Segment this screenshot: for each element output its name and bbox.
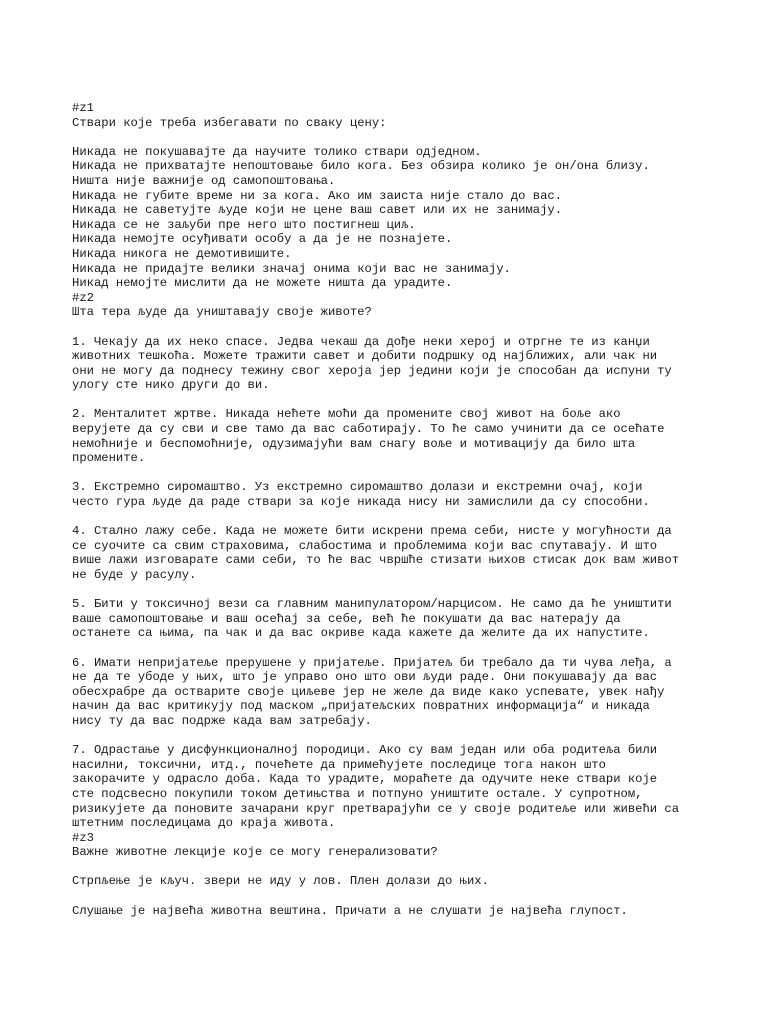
text-line: Стрпљење је кључ. звери не иду у лов. Плен долази до њих.: [72, 874, 489, 889]
text-line: Никада никога не демотивишите.: [72, 246, 292, 261]
text-line: Ништа није важније од самопоштовања.: [72, 173, 336, 188]
text-line: закорачите у одрасло доба. Када то урадите, мораћете да одучите неке ствари које: [72, 772, 658, 787]
blank-line: [72, 889, 712, 904]
blank-line: [72, 583, 712, 598]
lesson-item-2: [72, 904, 712, 919]
text-line: Никад немојте мислити да не можете ништа да урадите.: [72, 276, 453, 291]
text-line: Слушање је највећа животна вештина. Причати а не слушати је највећа глупост.: [72, 903, 628, 918]
text-line: начин да вас критикују под маском „пријатељских повратних информација“ и никада: [72, 699, 650, 714]
text-line: Никада не губите време ни за кога. Ако им заиста није стало до вас.: [72, 188, 563, 203]
text-line: се суочите са свим страховима, слабостима и проблемима који вас спутавају. И што: [72, 538, 658, 553]
text-line: 7. Одрастање у дисфункционалној породици. Ако су вам један или оба родитеља били: [72, 743, 658, 758]
blank-line: [72, 320, 712, 335]
text-line: Никада се не заљуби пре него што постигнеш циљ.: [72, 217, 416, 232]
list-item-3: [72, 480, 712, 509]
text-line: они не могу да поднесу тежину свог хероја јер једини који је способан да испуни ту: [72, 363, 672, 378]
text-line: 1. Чекају да их неко спасе. Једва чекаш да дође неки херој и отргне те из канџи: [72, 334, 650, 349]
list-item-5: [72, 597, 712, 641]
section-z1: [72, 101, 712, 291]
section-title: Шта тера људе да уништавају своје животе?: [72, 305, 372, 320]
lesson-item-1: [72, 874, 712, 889]
document-body: [72, 101, 712, 918]
list-item-7: [72, 743, 712, 831]
blank-line: [72, 510, 712, 525]
text-block: [72, 145, 712, 291]
text-line: 4. Стално лажу себе. Када не можете бити искрени према себи, нисте у могућности да: [72, 524, 672, 539]
text-line: не да те убоде у њих, што је управо оно што ови људи раде. Они покушавају да вас: [72, 670, 658, 685]
text-line: улогу сте нико други до ви.: [72, 378, 270, 393]
section-marker: #z3: [72, 830, 94, 845]
text-line: 6. Имати непријатеље прерушене у пријатеље. Пријатељ би требало да ти чува леђа, а: [72, 655, 672, 670]
text-line: штетним последицама до краја живота.: [72, 816, 336, 831]
section-marker: #z1: [72, 101, 94, 115]
text-line: Никада не покушавајте да научите толико ствари одједном.: [72, 144, 482, 159]
text-line: 2. Менталитет жртве. Никада нећете моћи да промените свој живот на боље ако: [72, 407, 621, 422]
list-item-1: [72, 335, 712, 393]
text-line: сте подсвесно покупили током детињства и потпуно уништите остале. У супротном,: [72, 786, 643, 801]
text-line: обесхрабре да остварите своје циљеве јер не желе да виде како успевате, увек нађу: [72, 684, 665, 699]
blank-line: [72, 729, 712, 744]
section-z2: [72, 291, 712, 831]
text-line: више лажи изговарате сами себи, то ће вас чвршће стизати њихов стисак док вам живот: [72, 553, 680, 568]
blank-line: [72, 130, 712, 145]
text-line: Никада немојте осуђивати особу а да је не познајете.: [72, 232, 453, 247]
list-item-6: [72, 656, 712, 729]
blank-line: [72, 860, 712, 875]
text-line: животних тешкоћа. Можете тражити савет и добити подршку од најближих, али чак ни: [72, 349, 658, 364]
list-item-2: [72, 407, 712, 465]
text-line: Никада не прихватајте непоштовање било кога. Без обзира колико је он/она близу.: [72, 159, 650, 174]
text-line: немоћније и беспомоћније, одузимајући вам снагу воље и мотивацију да било шта: [72, 436, 636, 451]
blank-line: [72, 641, 712, 656]
text-line: Никада не придајте велики значај онима који вас не занимају.: [72, 261, 511, 276]
section-z3: [72, 831, 712, 919]
blank-line: [72, 466, 712, 481]
text-line: 5. Бити у токсичној вези са главним манипулатором/нарцисом. Не само да ће уништити: [72, 597, 672, 612]
text-line: не буде у расулу.: [72, 568, 197, 582]
text-line: останете са њима, па чак и да вас окриве када кажете да желите да их напустите.: [72, 626, 650, 641]
text-line: 3. Екстремно сиромаштво. Уз екстремно сиромаштво долази и екстремни очај, који: [72, 480, 643, 495]
text-line: ризикујете да поновите зачарани круг претварајући се у своје родитеље или живећи са: [72, 801, 680, 816]
blank-line: [72, 393, 712, 408]
text-line: насилни, токсични, итд., почећете да примећујете последице тога након што: [72, 757, 606, 772]
section-marker: #z2: [72, 290, 94, 305]
section-title: Важне животне лекције које се могу генерализовати?: [72, 845, 438, 860]
text-line: нису ту да вас подрже када вам затребају.: [72, 713, 372, 728]
text-line: често гура људе да раде ствари за које никада нису ни замислили да су способни.: [72, 495, 650, 510]
text-line: Никада не саветујте људе који не цене ваш савет или их не занимају.: [72, 203, 563, 218]
text-line: верујете да су сви и све тамо да вас саботирају. То ће само учинити да се осећате: [72, 422, 665, 437]
section-title: Ствари које треба избегавати по сваку цену:: [72, 115, 387, 130]
text-line: промените.: [72, 451, 146, 466]
list-item-4: [72, 524, 712, 582]
text-line: ваше самопоштовање и ваш осећај за себе, већ ће покушати да вас натерају да: [72, 611, 621, 626]
